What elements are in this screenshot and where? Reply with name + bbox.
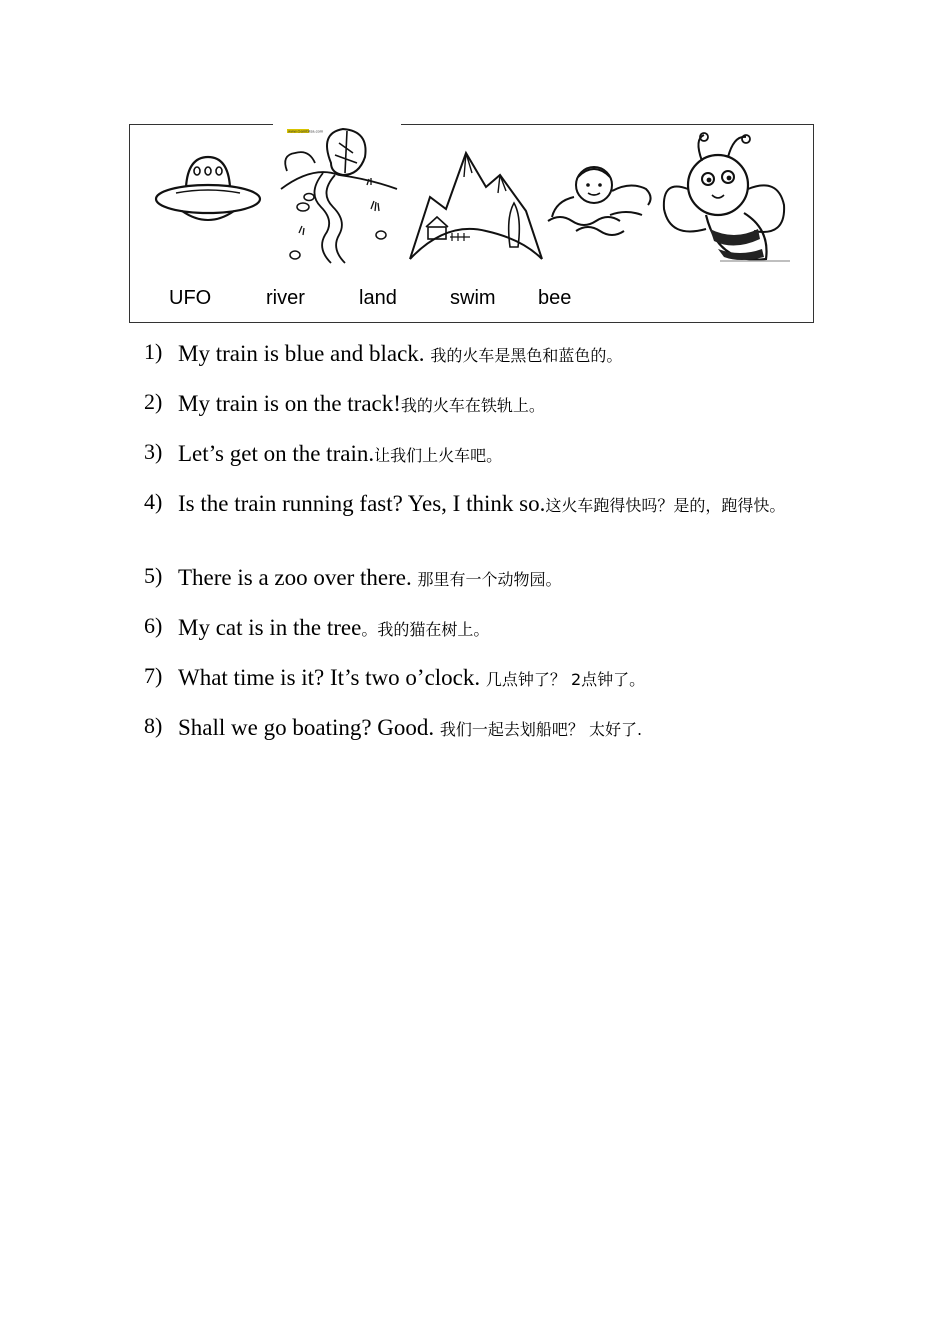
sentence-chinese: 我的火车在铁轨上。 — [400, 396, 545, 415]
sentence-english: My cat is in the tree — [178, 615, 362, 640]
ufo-icon — [152, 149, 264, 229]
sentence-text — [178, 486, 803, 524]
sentence-chinese: 我的火车是黑色和蓝色的。 — [430, 346, 623, 365]
land-picture — [406, 147, 546, 263]
sentence-english: My train is on the track! — [178, 391, 401, 416]
watermark: www.Gamblisa.com — [288, 128, 324, 134]
sentence-chinese: 那里有一个动物园。 — [417, 570, 562, 589]
sentence-number: 6) — [144, 613, 163, 638]
sentence-chinese: 。我的猫在树上。 — [361, 620, 490, 639]
sentence-text — [178, 386, 803, 424]
sentence-english: What time is it? It’s two o’clock. — [178, 665, 486, 690]
label-swim: swim — [450, 287, 496, 309]
sentence-chinese: 这火车跑得快吗？是的，跑得快。 — [545, 496, 786, 515]
sentence-chinese: 我们一起去划船吧？ 太好了. — [439, 720, 643, 739]
vocabulary-picture-box — [129, 124, 814, 323]
sentence-text — [178, 710, 803, 748]
label-ufo: UFO — [169, 287, 212, 309]
sentence-text — [178, 560, 803, 598]
label-land: land — [359, 287, 397, 309]
sentence-chinese: 让我们上火车吧。 — [374, 446, 503, 465]
sentence-english: There is a zoo over there. — [178, 565, 418, 590]
sentence-number: 2) — [144, 389, 163, 414]
bee-picture — [658, 129, 794, 265]
sentence-text — [178, 336, 803, 374]
sentence-text — [178, 436, 803, 474]
ufo-picture — [152, 149, 264, 229]
sentence-chinese: 几点钟了？ 2点钟了。 — [485, 670, 646, 689]
land-icon — [406, 147, 546, 263]
sentence-number: 4) — [144, 489, 163, 514]
sentence-number: 7) — [144, 663, 163, 688]
label-bee: bee — [538, 287, 572, 309]
sentence-english: Shall we go boating? Good. — [178, 715, 440, 740]
swim-picture — [546, 161, 662, 245]
river-picture — [273, 123, 401, 265]
sentence-number: 8) — [144, 713, 163, 738]
sentence-english: My train is blue and black. — [178, 341, 431, 366]
sentence-number: 3) — [144, 439, 163, 464]
bee-icon — [658, 129, 794, 265]
sentence-text — [178, 610, 803, 648]
river-icon — [273, 123, 401, 265]
swim-icon — [546, 161, 662, 245]
sentence-number: 1) — [144, 339, 163, 364]
sentence-english: Is the train running fast? Yes, I think so. — [178, 491, 546, 516]
sentence-english: Let’s get on the train. — [178, 441, 375, 466]
sentence-number: 5) — [144, 563, 163, 588]
sentence-text — [178, 660, 803, 698]
label-river: river — [266, 287, 305, 309]
